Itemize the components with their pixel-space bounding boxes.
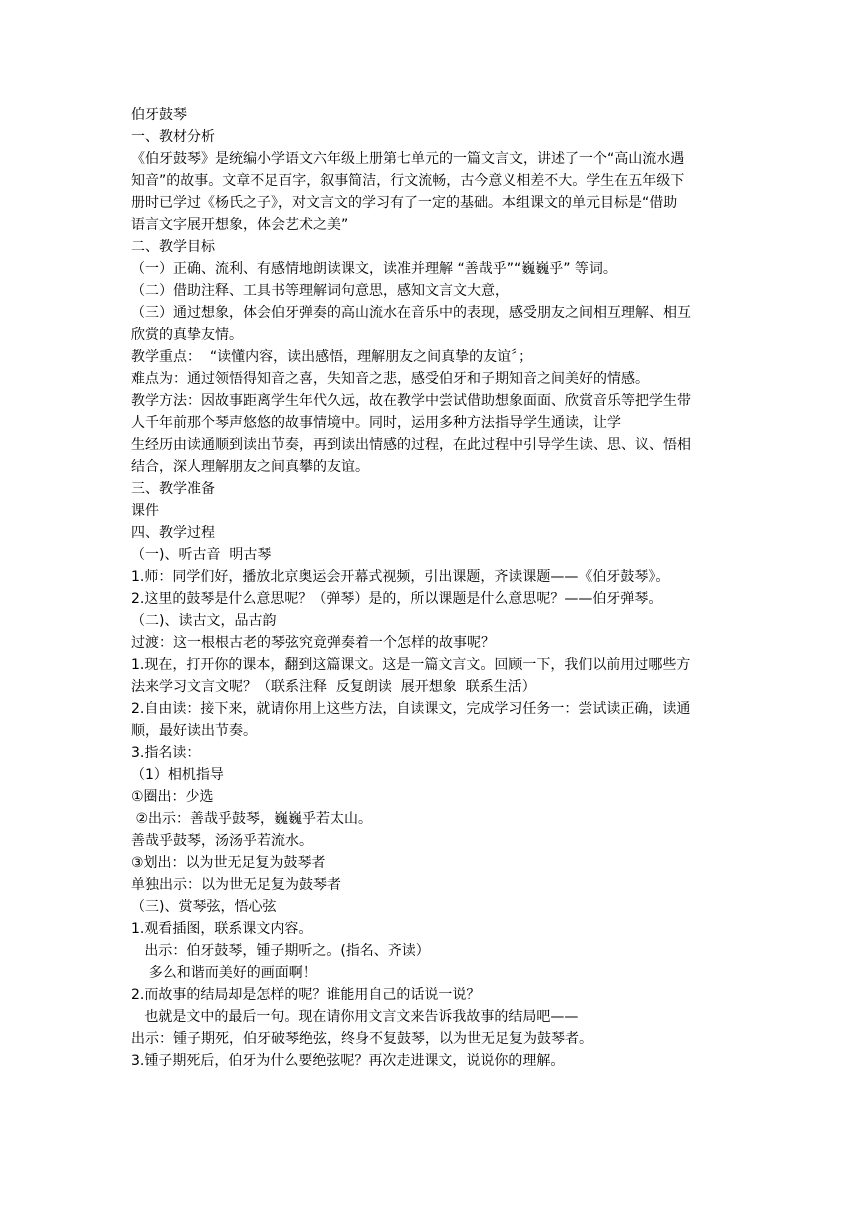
paragraph-line: 难点为：通过领悟得知音之喜，失知音之悲，感受伯牙和子期知音之间美好的情感。	[131, 371, 649, 387]
paragraph-line: 善哉乎鼓琴，汤汤乎若流水。	[131, 833, 313, 849]
subsection-heading: （三)、赏琴弦，悟心弦	[131, 899, 277, 915]
subsection-heading: （二)、读古文，品古韵	[131, 613, 277, 629]
paragraph-line: 结合，深人理解朋友之间真攀的友谊。	[131, 459, 369, 475]
paragraph-line: 出示：伯牙鼓琴，锺子期听之。(指名、齐读）	[131, 943, 430, 959]
paragraph-line: 法来学习文言文呢？（联系注释 反复朗读 展开想象 联系生活）	[131, 679, 536, 695]
paragraph-line: 1.观看插图，联系课文内容。	[131, 921, 313, 937]
paragraph-line: 3.指名读：	[131, 745, 201, 761]
paragraph-line: 《伯牙鼓琴》是统编小学语文六年级上册第七单元的一篇文言文，讲述了一个“高山流水遇	[131, 151, 685, 167]
paragraph-line: 知音”的故事。文章不足百字，叙事简洁，行文流畅，古今意义相差不大。学生在五年级下	[131, 173, 685, 189]
paragraph-line: 顺，最好读出节奏。	[131, 723, 257, 739]
paragraph-line: 1.现在，打开你的课本，翻到这篇课文。这是一篇文言文。回顾一下，我们以前用过哪些方	[131, 657, 691, 673]
paragraph-line: 出示：锺子期死，伯牙破琴绝弦，终身不复鼓琴，以为世无足复为鼓琴者。	[131, 1031, 593, 1047]
subsection-heading: （一)、听古音 明古琴	[131, 547, 272, 563]
paragraph-line: 3.锺子期死后，伯牙为什么要绝弦呢？再次走进课文，说说你的理解。	[131, 1053, 565, 1069]
paragraph-line: （一）正确、流利、有感情地朗读课文，读准并理解 “善哉乎”“巍巍乎” 等词。	[131, 261, 617, 277]
paragraph-line: 1.师：同学们好，播放北京奥运会开幕式视频，引出课题，齐读课题——《伯牙鼓琴》。	[131, 569, 670, 585]
document-body	[131, 104, 733, 1072]
paragraph-line: ①圈出：少选	[131, 789, 214, 805]
section-heading: 一、教材分析	[131, 129, 215, 145]
paragraph-line: 也就是文中的最后一句。现在请你用文言文来告诉我故事的结局吧——	[131, 1009, 579, 1025]
paragraph-line: 多么和谐而美好的画面啊！	[131, 965, 317, 981]
section-heading: 四、教学过程	[131, 525, 215, 541]
paragraph-line: 课件	[131, 503, 159, 519]
paragraph-line: 教学方法：因故事距离学生年代久远，故在教学中尝试借助想象面面、欣赏音乐等把学生带	[131, 393, 691, 409]
paragraph-line: （二）借助注释、工具书等理解词句意思，感知文言文大意，	[131, 283, 509, 299]
paragraph-line: 语言文字展开想象，体会艺术之美”	[131, 217, 349, 233]
paragraph-line: 教学重点： “读懂内容，读出感悟，理解朋友之间真挚的友谊〞；	[131, 349, 533, 365]
section-heading: 三、教学准备	[131, 481, 215, 497]
document-title: 伯牙鼓琴	[131, 107, 187, 123]
paragraph-line: ③划出：以为世无足复为鼓琴者	[131, 855, 326, 871]
paragraph-line: 2.而故事的结局却是怎样的呢？谁能用自己的话说一说？	[131, 987, 481, 1003]
paragraph-line: 2.这里的鼓琴是什么意思呢？（弹琴）是的，所以课题是什么意思呢？——伯牙弹琴。	[131, 591, 663, 607]
paragraph-line: 人千年前那个琴声悠悠的故事情境中。同时，运用多种方法指导学生通读，让学	[131, 415, 621, 431]
section-heading: 二、教学目标	[131, 239, 215, 255]
paragraph-line: 欣赏的真挚友情。	[131, 327, 243, 343]
paragraph-line: 单独出示：以为世无足复为鼓琴者	[131, 877, 341, 893]
paragraph-line: （三）通过想象，体会伯牙弹奏的高山流水在音乐中的表现，感受朋友之间相互理解、相互	[131, 305, 691, 321]
paragraph-line: 生经历由读通顺到读出节奏，再到读出情感的过程，在此过程中引导学生读、思、议、悟相	[131, 437, 691, 453]
paragraph-line: 2.自由读：接下来，就请你用上这些方法，自读课文，完成学习任务一：尝试读正确，读通	[131, 701, 691, 717]
paragraph-line: 册时已学过《杨氏之子》，对文言文的学习有了一定的基础。本组课文的单元目标是“借助	[131, 195, 678, 211]
paragraph-line: 过渡：这一根根古老的琴弦究竟弹奏着一个怎样的故事呢？	[131, 635, 495, 651]
paragraph-line: （1）相机指导	[131, 767, 224, 783]
paragraph-line: ②出示：善哉乎鼓琴，巍巍乎若太山。	[131, 811, 372, 827]
